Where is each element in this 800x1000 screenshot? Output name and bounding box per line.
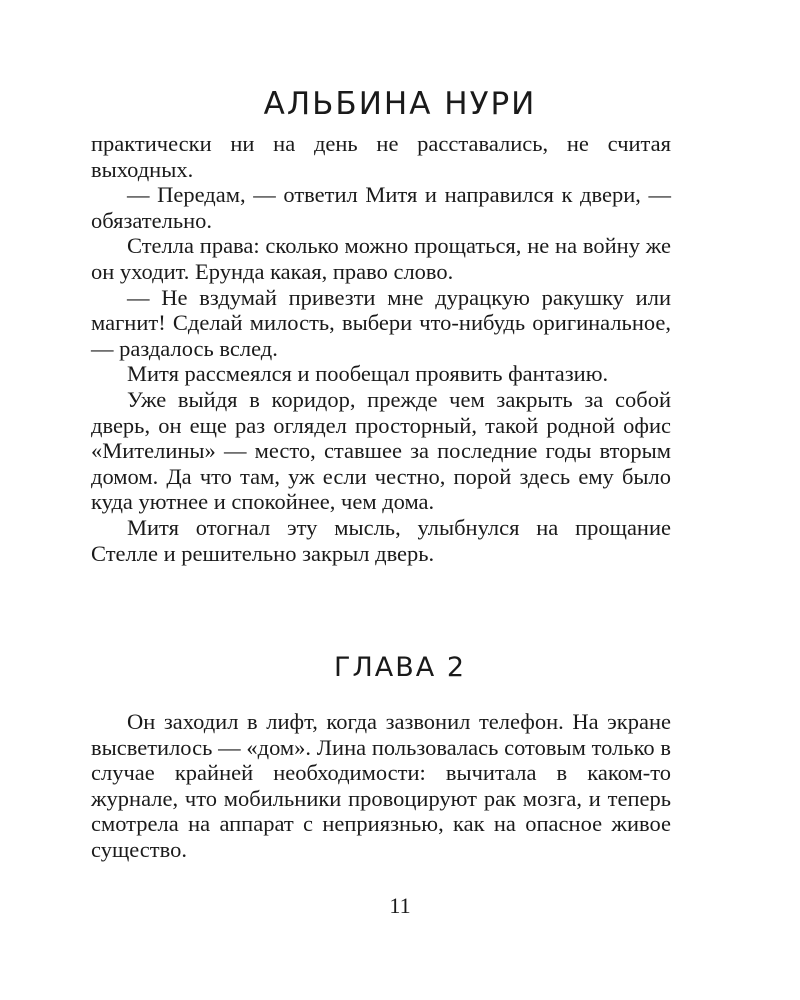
paragraph: Стелла права: сколько можно прощаться, не на войну же он уходит. Ерунда какая, право слово.	[91, 233, 671, 284]
paragraph: практически ни на день не расставались, не считая выходных.	[91, 131, 671, 182]
paragraph: — Передам, — ответил Митя и направился к двери, — обязательно.	[91, 182, 671, 233]
paragraph: — Не вздумай привезти мне дурацкую ракушку или магнит! Сделай милость, выбери что-нибудь оригинальное, — раздалось вслед.	[91, 284, 671, 361]
body-text-chapter	[91, 709, 671, 863]
paragraph: Уже выйдя в коридор, прежде чем закрыть за собой дверь, он еще раз оглядел просторный, такой родной офис «Мителины» — место, ставшее за последние годы вторым домом. Да что там, уж если честно, порой здесь ему было куда уютнее и спокойнее, чем дома.	[91, 386, 671, 515]
paragraph: Митя отогнал эту мысль, улыбнулся на прощание Стелле и решительно закрыл дверь.	[91, 514, 671, 566]
page-number: 11	[389, 893, 411, 918]
body-text-top	[91, 131, 671, 566]
paragraph: Митя рассмеялся и пообещал проявить фантазию.	[127, 361, 609, 387]
chapter-title: ГЛАВА 2	[334, 652, 466, 683]
running-head-author: АЛЬБИНА НУРИ	[263, 86, 537, 122]
paragraph: Он заходил в лифт, когда зазвонил телефон. На экране высветилось — «дом». Лина пользовалась сотовым только в случае крайней необходимости: вычитала в каком-то журнале, что мобильники провоцируют рак мозга, и теперь смотрела на аппарат с неприязнью, как на опасное живое существо.	[91, 709, 671, 862]
